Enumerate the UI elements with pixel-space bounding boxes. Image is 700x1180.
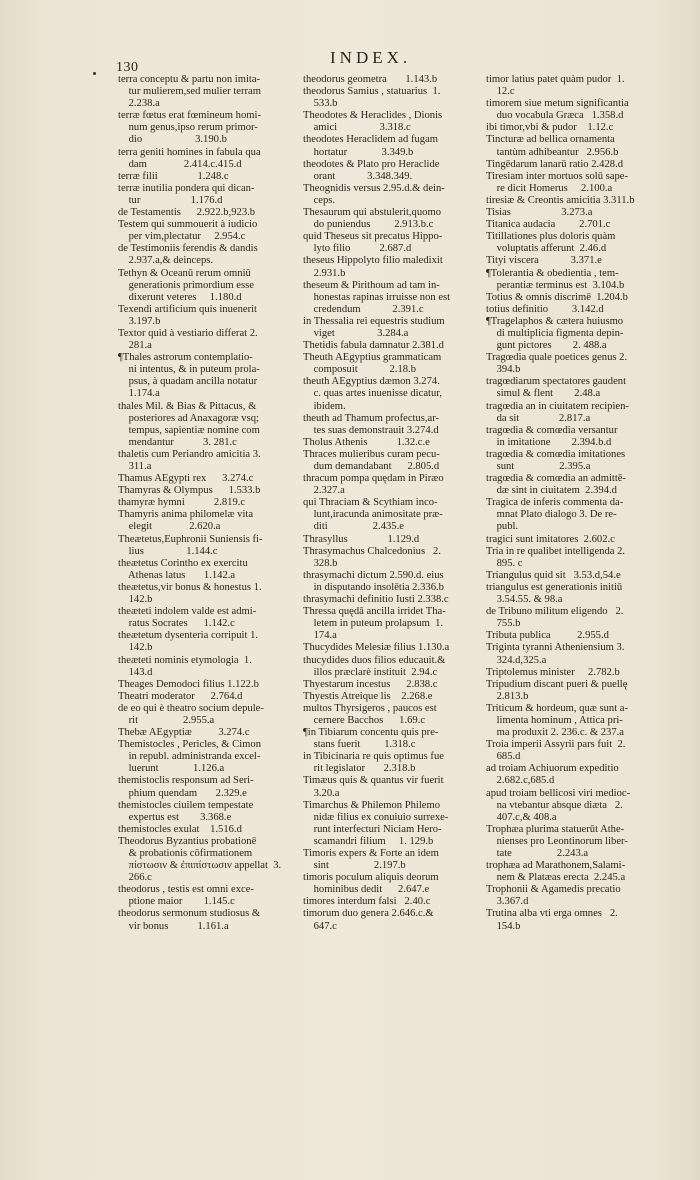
index-entry-line: posteriores ad Anaxagoræ vsq;	[118, 412, 259, 424]
index-entry-line: sunt 2.395.a	[486, 461, 591, 472]
index-entry-line: Testem qui summouerit à iudicio	[118, 219, 258, 231]
index-entry-line: rit legislator 2.318.b	[303, 763, 416, 775]
index-entry-line: theodotes & Plato pro Heraclide	[303, 158, 440, 170]
index-entry-line: ptione maior 1.145.c	[118, 896, 235, 908]
index-entry-line: nienses pro Leontinorum liber-	[486, 835, 628, 847]
index-entry-line: tate 2.243.a	[486, 848, 589, 859]
index-entry-line: 2.813.b	[486, 690, 529, 702]
index-entry-line: orant 3.348.349.	[303, 170, 413, 182]
index-entry-line: apud troiam bellicosi viri medioc-	[486, 787, 631, 799]
index-entry-line: tur 1.176.d	[118, 194, 223, 206]
index-entry-line: tragœdiarum spectatores gaudent	[486, 376, 627, 388]
index-entry-line: dum demandabant 2.805.d	[303, 461, 440, 472]
index-column-1	[118, 74, 298, 933]
index-entry-line: Thressa quędā ancilla irridet Tha-	[303, 606, 446, 618]
index-entry-line: Tisias 3.273.a	[486, 207, 593, 219]
index-entry-line: ¶Thales astrorum contemplatio-	[118, 352, 253, 364]
index-entry-line: honestas rapinas irruisse non est	[303, 291, 451, 303]
index-entry-line: tragœdia an in ciuitatem recipien-	[486, 400, 629, 412]
index-entry-line: Thrasymachus Chalcedonius 2.	[303, 545, 441, 557]
index-entry-line: 3.54.55. & 98.a	[486, 594, 563, 606]
index-entry-line: Textor quid à vestiario differat 2.	[118, 327, 258, 339]
index-entry-line: ¶in Tibiarum concentu quis pre-	[303, 727, 439, 739]
index-entry-line: timorum duo genera 2.646.c.&	[303, 908, 434, 920]
index-entry-line: in imitatione 2.394.b.d	[486, 436, 612, 448]
index-entry-line: Trophæa plurima statuerūt Athe-	[486, 823, 625, 835]
index-entry-line: & probationis cōfirmationem	[118, 848, 253, 859]
index-entry-line: Tityi viscera 3.371.e	[486, 255, 602, 267]
index-entry-line: dixerunt veteres 1.180.d	[118, 291, 242, 303]
index-entry-line: do puniendus 2.913.b.c	[303, 219, 434, 231]
index-entry-line: nem & Platæas erecta 2.245.a	[486, 872, 626, 884]
index-entry-line: terræ fœtus erat fœmineum homi-	[118, 110, 261, 122]
index-entry-line: ibi timor,vbi & pudor 1.12.c	[486, 122, 614, 134]
index-entry-line: 154.b	[486, 920, 521, 932]
index-entry-line: Tincturæ ad bellica ornamenta	[486, 134, 615, 146]
index-entry-line: Triticum & hordeum, quæ sunt a-	[486, 702, 629, 714]
index-entry-line: per vim,plectatur 2.954.c	[118, 231, 246, 243]
index-entry-line: dæ sint in ciuitatem 2.394.d	[486, 485, 617, 497]
index-entry-line: multos Thyrsigeros , paucos est	[303, 702, 437, 714]
index-entry-line: ad troiam Achiuorum expeditio	[486, 763, 619, 775]
index-entry-line: thales Mil. & Bias & Pittacus, &	[118, 400, 257, 412]
index-entry-line: re dicit Homerus 2.100.a	[486, 182, 613, 194]
index-entry-line: na vtebantur absque diæta 2.	[486, 799, 623, 811]
index-entry-line: ceps.	[303, 194, 336, 206]
index-entry-line: phium quendam 2.329.e	[118, 787, 247, 799]
index-entry-line: perantiæ terminus est 3.104.b	[486, 279, 625, 291]
index-entry-line: lius 1.144.c	[118, 545, 218, 557]
index-entry-line: Thraces mulieribus curam pecu-	[303, 448, 440, 460]
index-entry-line: qui Thraciam & Scythiam incο-	[303, 497, 438, 509]
index-entry-line: letem in puteum prolapsum 1.	[303, 618, 444, 630]
index-entry-line: Tributa publica 2.955.d	[486, 630, 609, 642]
index-entry-line: tragœdia & comœdia an admittē-	[486, 473, 627, 485]
index-entry-line: theætetus,vir bonus & honestus 1.	[118, 581, 262, 593]
index-entry-line: Thetidis fabula damnatur 2.381.d	[303, 340, 444, 352]
index-entry-line: Tragœdia quale poetices genus 2.	[486, 352, 628, 364]
index-entry-line: de Testimoniis ferendis & dandis	[118, 243, 258, 255]
index-entry-line: Texendi artificium quis inuenerit	[118, 303, 257, 315]
index-entry-line: viget 3.284.a	[303, 327, 409, 339]
running-head: INDEX.	[330, 48, 412, 67]
index-entry-line: Theodotes & Heraclides , Dionis	[303, 110, 443, 122]
index-entry-line: Tragica de inferis commenta da-	[486, 497, 624, 509]
index-entry-line: mendantur 3. 281.c	[118, 436, 237, 448]
index-entry-line: Thesaurum qui abstulerit,quomo	[303, 207, 441, 219]
index-entry-line: tempus, sapientiæ nomine com	[118, 424, 260, 436]
index-entry-line: 324.d,325.a	[486, 654, 547, 666]
index-column-3	[486, 74, 681, 933]
index-entry-line: Triginta tyranni Atheniensium 3.	[486, 642, 625, 654]
index-entry-line: composuit 2.18.b	[303, 364, 416, 376]
index-entry-line: thamyræ hymni 2.819.c	[118, 497, 246, 509]
index-entry-line: tantùm adhibeantur 2.956.b	[486, 146, 619, 158]
index-entry-line: lunt,iracunda animositate præ-	[303, 509, 443, 521]
index-entry-line: ¶Tragelaphos & cætera huiusmo	[486, 315, 624, 327]
index-entry-line: 533.b	[303, 98, 338, 110]
index-entry-line: ¶Tolerantia & obedientia , tem-	[486, 267, 619, 279]
index-entry-line: trophæa ad Marathonem,Salami-	[486, 860, 626, 872]
index-entry-line: 143.d	[118, 666, 153, 678]
index-entry-line: Theages Demodoci filius 1.122.b	[118, 678, 259, 690]
index-entry-line: πίστωσιν & ἐπιπίστωσιν appellat 3.	[118, 860, 282, 872]
index-entry-line: timor latius patet quàm pudor 1.	[486, 74, 625, 85]
index-entry-line: Troia imperii Assyrii pars fuit 2.	[486, 739, 626, 751]
index-entry-line: rit 2.955.a	[118, 714, 215, 726]
index-entry-line: terra geniti homines in fabula qua	[118, 146, 261, 158]
index-entry-line: credendum 2.391.c	[303, 303, 424, 315]
index-entry-line: Theuth AEgyptius grammaticam	[303, 352, 442, 364]
index-entry-line: dam 2.414.c.415.d	[118, 158, 242, 170]
index-entry-line: themistoclis responsum ad Seri-	[118, 775, 254, 787]
index-entry-line: thrasymachi definitio Iusti 2.338.c	[303, 594, 449, 606]
index-entry-line: terra conceptu & partu non imita-	[118, 74, 261, 85]
index-entry-line: 2.682.c,685.d	[486, 775, 555, 787]
index-entry-line: Thamyris anima philomelæ vita	[118, 509, 254, 521]
index-entry-line: thrasymachi dictum 2.590.d. eius	[303, 569, 444, 581]
index-entry-line: theodorus , testis est omni exce-	[118, 884, 254, 896]
index-entry-line: Theognidis versus 2.95.d.& dein-	[303, 182, 445, 194]
index-entry-line: mnat Plato dialogo 3. De re-	[486, 509, 617, 521]
index-entry-line: limenta hominum , Attica pri-	[486, 714, 623, 726]
index-entry-line: theuth AEgyptius dæmon 3.274.	[303, 376, 440, 388]
index-entry-line: 2.238.a	[118, 98, 160, 110]
index-entry-line: in Thessalia rei equestris studium	[303, 315, 445, 327]
index-entry-line: c. quas artes inuenisse dicatur,	[303, 388, 443, 400]
index-entry-line: theodotes Heraclidem ad fugam	[303, 134, 439, 146]
index-entry-line: Theætetus,Euphronii Suniensis fi-	[118, 533, 263, 545]
index-entry-line: tur mulierem,sed mulier terram	[118, 86, 261, 98]
index-entry-line: Theatri moderator 2.764.d	[118, 690, 243, 702]
index-entry-line: in Tibicinaria re quis optimus fue	[303, 751, 444, 763]
index-entry-line: Themistocles , Pericles, & Cimon	[118, 739, 261, 751]
index-entry-line: hominibus dedit 2.647.e	[303, 884, 430, 896]
index-entry-line: Tiresiam inter mortuos solū sape-	[486, 170, 629, 182]
index-entry-line: Trutina alba vti erga omnes 2.	[486, 908, 618, 920]
index-entry-line: 685.d	[486, 751, 521, 763]
page-number: 130	[116, 60, 139, 75]
index-entry-line: simul & flent 2.48.a	[486, 388, 601, 400]
index-entry-line: thucydides duos filios educauit.&	[303, 654, 446, 666]
index-entry-line: gunt pictores 2. 488.a	[486, 340, 607, 352]
index-entry-line: theseum & Pirithoum ad tam in-	[303, 279, 440, 291]
index-entry-line: tragici sunt imitatores 2.602.c	[486, 533, 615, 545]
index-entry-line: stans fuerit 1.318.c	[303, 739, 416, 751]
index-entry-line: psus, à quadam ancilla notatur	[118, 376, 258, 388]
index-entry-line: de eo qui è theatro socium depule-	[118, 702, 264, 714]
index-entry-line: runt interfecturi Niciam Hero-	[303, 823, 442, 835]
index-entry-line: tragœdia & comœdia imitationes	[486, 448, 626, 460]
index-entry-line: expertus est 3.368.e	[118, 811, 232, 823]
index-entry-line: Tripudium discant pueri & puellę	[486, 678, 628, 690]
index-entry-line: terræ filii 1.248.c	[118, 170, 229, 182]
index-entry-line: scamandri filium 1. 129.b	[303, 835, 434, 847]
index-entry-line: Tria in re qualibet intelligenda 2.	[486, 545, 626, 557]
index-entry-line: illos præclarè instituit 2.94.c	[303, 666, 438, 678]
index-entry-line: Totius & omnis discrimē 1.204.b	[486, 291, 628, 303]
index-entry-line: num genus,ipso rerum primor-	[118, 122, 258, 134]
index-entry-line: triangulus est generationis initiū	[486, 581, 623, 593]
index-entry-line: voluptatis afferunt 2.46.d	[486, 243, 607, 255]
index-entry-line: dio 3.190.b	[118, 134, 227, 146]
index-entry-line: 2.937.a,& deinceps.	[118, 255, 214, 267]
index-entry-line: 394.b	[486, 364, 521, 376]
index-entry-line: 266.c	[118, 872, 152, 884]
index-entry-line: Triptolemus minister 2.782.b	[486, 666, 620, 678]
index-entry-line: publ.	[486, 521, 519, 533]
index-entry-line: elegit 2.620.a	[118, 521, 221, 533]
index-entry-line: themistocles exulat 1.516.d	[118, 823, 242, 835]
index-entry-line: tiresiæ & Creontis amicitia 3.311.b	[486, 194, 635, 206]
index-entry-line: Thyestarum incestus 2.838.c	[303, 678, 438, 690]
index-entry-line: theseus Hippolyto filio maledixit	[303, 255, 443, 267]
index-entry-line: 647.c	[303, 920, 337, 932]
index-entry-line: theæteti nominis etymologia 1.	[118, 654, 252, 666]
index-entry-line: Triangulus quid sit 3.53.d,54.e	[486, 569, 621, 581]
index-entry-line: Thucydides Melesiæ filius 1.130.a	[303, 642, 450, 654]
index-entry-line: da sit 2.817.a	[486, 412, 591, 424]
index-entry-line: thaletis cum Periandro amicitia 3.	[118, 448, 261, 460]
index-entry-line: 142.b	[118, 642, 153, 654]
index-entry-line: tes suas demonstrauit 3.274.d	[303, 424, 439, 436]
index-entry-line: Athenas latus 1.142.a	[118, 569, 236, 581]
index-entry-line: theætetum dysenteria corripuit 1.	[118, 630, 259, 642]
index-column-2	[303, 74, 483, 933]
index-entry-line: 407.c,& 408.a	[486, 811, 557, 823]
index-columns	[118, 74, 683, 1164]
index-entry-line: 3.367.d	[486, 896, 529, 908]
index-entry-line: diti 2.435.e	[303, 521, 404, 533]
index-entry-line: theodorus Samius , statuarius 1.	[303, 86, 441, 98]
index-entry-line: Trophonii & Agamedis precatio	[486, 884, 621, 896]
index-entry-line: vir bonus 1.161.a	[118, 920, 229, 932]
index-entry-line: hortatur 3.349.b	[303, 146, 414, 158]
index-entry-line: theodorus sermonum studiosus &	[118, 908, 261, 920]
index-entry-line: Timæus quis & quantus vir fuerit	[303, 775, 444, 787]
index-entry-line: nidæ filius ex conuiuio surrexe-	[303, 811, 449, 823]
index-entry-line: luerunt 1.126.a	[118, 763, 225, 775]
index-entry-line: theætetus Corintho ex exercitu	[118, 557, 248, 569]
index-entry-line: Timarchus & Philemon Philemo	[303, 799, 441, 811]
index-entry-line: 311.a	[118, 461, 152, 472]
index-entry-line: generationis primordium esse	[118, 279, 254, 291]
index-entry-line: timorem siue metum significantia	[486, 98, 629, 110]
index-entry-line: totius definitio 3.142.d	[486, 303, 604, 315]
index-entry-line: Titillationes plus doloris quàm	[486, 231, 616, 243]
index-entry-line: 2.931.b	[303, 267, 346, 279]
index-entry-line: Thebæ AEgyptiæ 3.274.c	[118, 727, 250, 739]
index-entry-line: ibidem.	[303, 400, 346, 412]
index-entry-line: amici 3.318.c	[303, 122, 411, 134]
index-entry-line: quid Theseus sit precatus Hippo-	[303, 231, 443, 243]
index-entry-line: di multiplicia figmenta depin-	[486, 327, 624, 339]
index-entry-line: 174.a	[303, 630, 337, 642]
index-entry-line: thracum pompa quędam in Piræo	[303, 473, 444, 485]
index-entry-line: lyto filio 2.687.d	[303, 243, 412, 255]
index-entry-line: Titanica audacia 2.701.c	[486, 219, 611, 231]
index-entry-line: timoris poculum aliquis deorum	[303, 872, 439, 884]
index-entry-line: de Tribuno militum eligendo 2.	[486, 606, 624, 618]
index-entry-line: 142.b	[118, 594, 153, 606]
index-entry-line: Thamus AEgypti rex 3.274.c	[118, 473, 254, 485]
index-entry-line: 328.b	[303, 557, 338, 569]
index-entry-line: Tholus Athenis 1.32.c.e	[303, 436, 430, 448]
index-entry-line: in disputando insolētia 2.336.b	[303, 581, 444, 593]
index-entry-line: de Testamentis 2.922.b,923.b	[118, 207, 256, 219]
index-entry-line: 895. c	[486, 557, 523, 569]
index-entry-line: cernere Bacchos 1.69.c	[303, 714, 426, 726]
index-entry-line: theæteti indolem valde est admi-	[118, 606, 257, 618]
index-entry-line: ratus Socrates 1.142.c	[118, 618, 235, 630]
index-entry-line: ni intentus, & in puteum prola-	[118, 364, 260, 376]
index-entry-line: theodorus geometra 1.143.b	[303, 74, 438, 85]
index-entry-line: 281.a	[118, 340, 152, 352]
index-entry-line: 2.327.a	[303, 485, 345, 497]
index-entry-line: Theodorus Byzantius probationē	[118, 835, 257, 847]
margin-mark	[93, 72, 96, 75]
index-entry-line: Timoris expers & Forte an idem	[303, 848, 439, 859]
index-entry-line: duo vocabula Græca 1.358.d	[486, 110, 624, 122]
index-entry-line: themistocles ciuilem tempestate	[118, 799, 254, 811]
index-entry-line: terræ inutilia pondera qui dican-	[118, 182, 255, 194]
index-entry-line: Tethyn & Oceanū rerum omniū	[118, 267, 251, 279]
index-entry-line: Thrasyllus 1.129.d	[303, 533, 420, 545]
index-entry-line: Thyestis Atreique lis 2.268.e	[303, 690, 433, 702]
index-entry-line: timores interdum falsi 2.40.c	[303, 896, 431, 908]
index-entry-line: tragœdia & comœdia versantur	[486, 424, 618, 436]
index-entry-line: sint 2.197.b	[303, 860, 406, 872]
index-entry-line: theuth ad Thamum profectus,ar-	[303, 412, 440, 424]
index-entry-line: 3.197.b	[118, 315, 161, 327]
index-entry-line: 1.174.a	[118, 388, 160, 400]
index-entry-line: 755.b	[486, 618, 521, 630]
index-entry-line: 3.20.a	[303, 787, 340, 799]
index-entry-line: Tingēdarum lanarū ratio 2.428.d	[486, 158, 624, 170]
index-entry-line: 12.c	[486, 86, 515, 98]
index-entry-line: ma produxit 2. 236.c. & 237.a	[486, 727, 624, 739]
index-entry-line: in republ. administranda excel-	[118, 751, 261, 763]
index-entry-line: Thamyras & Olympus 1.533.b	[118, 485, 261, 497]
